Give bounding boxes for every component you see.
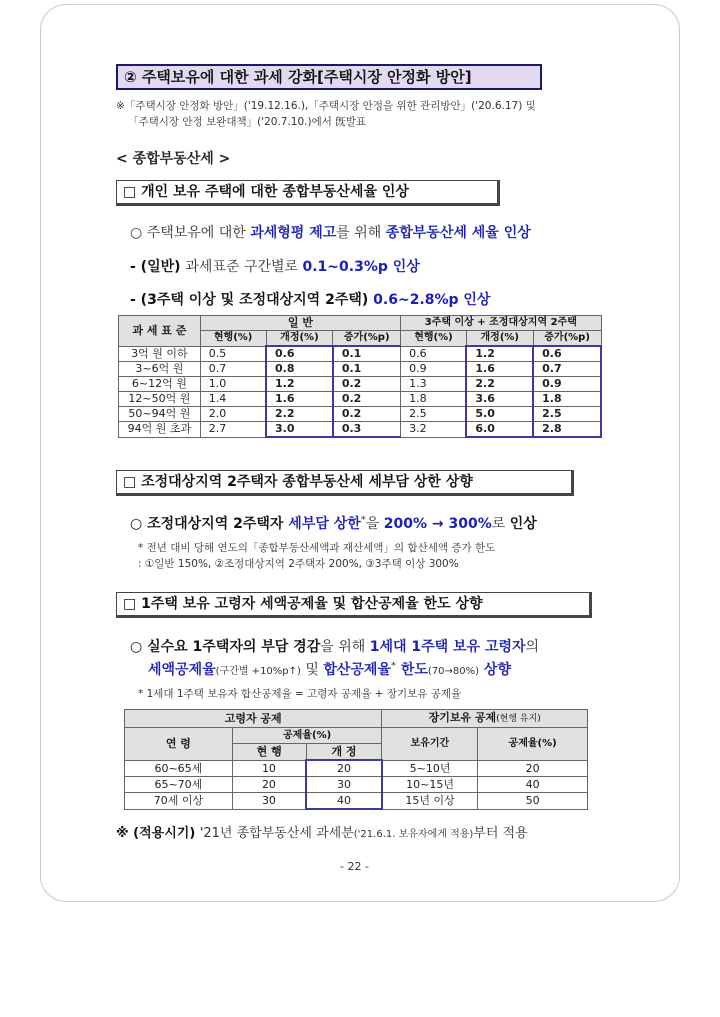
text: 을 [365,516,384,532]
cell: 20 [478,760,588,777]
sub-revised: 개정(%) [466,331,533,347]
sub-increase: 증가(%p) [533,331,601,347]
cell-base: 94억 원 초과 [119,422,201,438]
box1-line3 [130,289,490,309]
box3-line1 [130,636,539,656]
box1-line1 [130,222,531,242]
text: 과세표준 구간별로 [185,259,303,275]
text: 을 위해 [320,639,370,655]
sub-revised: 개정(%) [266,331,333,347]
table-row [119,377,602,392]
cell: 0.3 [333,422,401,438]
cell: 10 [232,760,306,777]
cell: 3.2 [401,422,467,438]
text: 의 [525,639,540,655]
text: ○ 주택보유에 대한 [130,225,251,241]
highlight: 종합부동산세 세율 인상 [385,225,531,241]
sub-increase: 증가(%p) [333,331,401,347]
text: 부터 적용 [473,826,528,841]
cell: 0.5 [200,346,266,362]
text: ○ 조정대상지역 2주택자 [130,516,289,532]
cell: 1.2 [266,377,333,392]
cell: 30 [306,777,382,793]
section-title: < 종합부동산세 > [116,151,231,167]
box2-note1: * 전년 대비 당해 연도의「종합부동산세액과 재산세액」의 합산세액 증가 한도 [138,542,496,554]
announce-note [116,98,636,130]
box3-line2 [148,659,511,679]
box1-title: □ 개인 보유 주택에 대한 종합부동산세율 인상 [116,180,500,206]
table-row [119,362,602,377]
cell: 2.5 [533,407,601,422]
sub-revised: 개 정 [306,744,382,761]
text: '21년 종합부동산세 과세분 [199,826,354,841]
cell: 1.0 [200,377,266,392]
announce-note-line2: 「주택시장 안정 보완대책」('20.7.10.)에서 旣발표 [128,116,367,128]
sub-current: 현행(%) [401,331,467,347]
box3-note: * 1세대 1주택 보유자 합산공제율 = 고령자 공제율 + 장기보유 공제율 [138,688,462,700]
group-multi: 3주택 이상 + 조정대상지역 2주택 [401,316,601,331]
highlight: 한도 [395,662,428,678]
cell: 2.2 [266,407,333,422]
table-row [119,346,602,362]
highlight: 0.6~2.8%p 인상 [373,292,491,308]
highlight: 1세대 1주택 보유 고령자 [369,639,526,655]
group-long-note: (현행 유지) [496,714,541,724]
highlight: 세부담 상한 [288,516,361,532]
cell: 2.2 [466,377,533,392]
table-row [119,407,602,422]
highlight: 세액공제율 [148,662,216,678]
table-row [125,793,588,810]
cell: 6.0 [466,422,533,438]
cell: 30 [232,793,306,810]
cell: 0.1 [333,346,401,362]
table-row [119,392,602,407]
cell-age: 60~65세 [125,760,233,777]
col-age: 연 령 [125,728,233,761]
text: 인상 [509,516,537,532]
announce-note-line1: ※「주택시장 안정화 방안」('19.12.16.),「주택시장 안정을 위한 관리방안」('20.6.17) 및 [116,100,536,112]
cell: 40 [306,793,382,810]
sub-current: 현행(%) [200,331,266,347]
cell: 10~15년 [382,777,478,793]
box3-title: □ 1주택 보유 고령자 세액공제율 및 합산공제율 한도 상향 [116,592,592,618]
highlight: 0.1~0.3%p 인상 [302,259,420,275]
text: 로 [491,516,510,532]
text: (70→80%) [427,666,480,677]
cell: 20 [306,760,382,777]
cell-base: 3억 원 이하 [119,346,201,362]
text: - (3주택 이상 및 조정대상지역 2주택) [130,292,374,308]
cell-base: 12~50억 원 [119,392,201,407]
cell: 0.2 [333,377,401,392]
cell: 0.6 [533,346,601,362]
cell-age: 70세 이상 [125,793,233,810]
cell: 2.7 [200,422,266,438]
col-rate2: 공제율(%) [478,728,588,761]
box2-line1 [130,513,537,533]
text: ○ 실수요 1주택자의 부담 경감 [130,639,321,655]
cell: 1.8 [401,392,467,407]
cell: 3.6 [466,392,533,407]
cell: 1.6 [466,362,533,377]
cell: 0.2 [333,392,401,407]
cell: 1.6 [266,392,333,407]
cell: 3.0 [266,422,333,438]
cell-base: 3~6억 원 [119,362,201,377]
rate-table [118,315,602,438]
box1-line2 [130,256,420,276]
text: ('21.6.1. 보유자에게 적용) [353,829,474,840]
box2-title: □ 조정대상지역 2주택자 종합부동산세 세부담 상한 상향 [116,470,574,496]
group-long-label: 장기보유 공제 [428,711,497,724]
cell: 0.9 [401,362,467,377]
footnote-mark: * [360,514,366,526]
cell: 2.5 [401,407,467,422]
cell: 0.9 [533,377,601,392]
group-elder: 고령자 공제 [125,710,382,728]
text: (구간별 +10%p↑) [215,666,301,677]
footnote-mark: * [390,660,396,672]
table-row [125,760,588,777]
cell: 1.2 [466,346,533,362]
cell: 50 [478,793,588,810]
col-rate: 공제율(%) [232,728,382,744]
cell: 0.7 [200,362,266,377]
group-long [382,710,588,728]
cell: 1.8 [533,392,601,407]
col-period: 보유기간 [382,728,478,761]
cell: 2.8 [533,422,601,438]
cell: 5.0 [466,407,533,422]
box2-note2: : ①일반 150%, ②조정대상지역 2주택자 200%, ③3주택 이상 300% [138,558,459,570]
cell: 0.6 [266,346,333,362]
cell: 1.3 [401,377,467,392]
cell: 20 [232,777,306,793]
highlight: 상향 [479,662,511,678]
cell: 15년 이상 [382,793,478,810]
highlight: 200% → 300% [383,516,492,532]
deduction-table [124,709,588,810]
cell-age: 65~70세 [125,777,233,793]
heading: ② 주택보유에 대한 과세 강화[주택시장 안정화 방안] [116,64,542,90]
cell: 0.6 [401,346,467,362]
cell-base: 50~94억 원 [119,407,201,422]
highlight: 합산공제율 [323,662,391,678]
apply-note [116,822,528,841]
cell: 0.1 [333,362,401,377]
cell-base: 6~12억 원 [119,377,201,392]
highlight: 과세형평 제고 [250,225,337,241]
group-general: 일 반 [200,316,400,331]
box2-notes [138,540,608,572]
cell: 0.8 [266,362,333,377]
text: ※ (적용시기) [116,826,200,841]
col-base: 과 세 표 준 [119,316,201,347]
text: - (일반) [130,259,186,275]
text: 및 [300,662,324,678]
sub-current: 현 행 [232,744,306,761]
page-number: - 22 - [340,860,369,873]
cell: 40 [478,777,588,793]
table-row [119,422,602,438]
cell: 5~10년 [382,760,478,777]
cell: 0.7 [533,362,601,377]
cell: 0.2 [333,407,401,422]
table-row [125,777,588,793]
cell: 1.4 [200,392,266,407]
cell: 2.0 [200,407,266,422]
text: 를 위해 [336,225,386,241]
